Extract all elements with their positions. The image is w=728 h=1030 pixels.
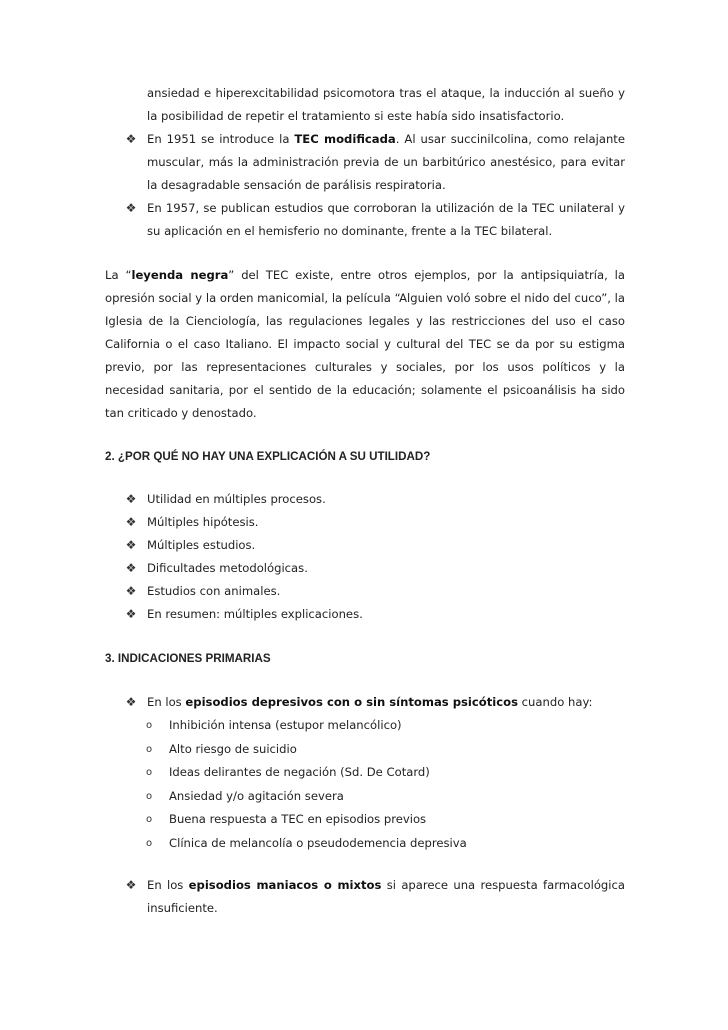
bold-term: leyenda negra <box>131 268 229 282</box>
list-item: ❖ En resumen: múltiples explicaciones. <box>105 603 625 626</box>
circle-bullet-icon: o <box>146 720 153 731</box>
bold-term: episodios maniacos o mixtos <box>188 878 382 892</box>
list-item: ansiedad e hiperexcitabilidad psicomotora tras el ataque, la inducción al sueño y la posibilidad de repetir el tratamiento si este había sido insatisfactorio. <box>147 86 625 123</box>
diamond-bullet-icon: ❖ <box>125 584 137 598</box>
sub-list-item: o Ansiedad y/o agitación severa <box>105 785 625 809</box>
intro-list <box>105 82 625 243</box>
diamond-bullet-icon: ❖ <box>125 515 137 529</box>
legend-paragraph: La “leyenda negra” del TEC existe, entre otros ejemplos, por la antipsiquiatría, la opresión social y la orden manicomial, la película “Alguien voló sobre el nido del cuco”, la Iglesia de la Cienciología, las regulaciones legales y las restricciones del uso el caso California o el caso Italiano. El impacto social y cultural del TEC se da por su estigma previo, por las representaciones culturales y sociales, por los usos políticos y la necesidad sanitaria, por el sentido de la educación; solamente el psicoanálisis ha sido tan criticado y denostado. <box>105 268 625 420</box>
circle-bullet-icon: o <box>146 743 153 755</box>
diamond-bullet-icon: ❖ <box>125 132 137 146</box>
circle-bullet-icon: o <box>146 790 153 802</box>
list-item: ❖ En los episodios maniacos o mixtos si aparece una respuesta farmacológica insuficiente. <box>105 874 625 920</box>
section3-list-2 <box>105 874 625 920</box>
list-item: ❖ Dificultades metodológicas. <box>105 557 625 580</box>
section-heading: 2. ¿POR QUÉ NO HAY UNA EXPLICACIÓN A SU UTILIDAD? <box>105 450 431 463</box>
section3-list <box>105 691 625 714</box>
circle-bullet-icon: o <box>146 814 153 825</box>
section2-list <box>105 488 625 626</box>
diamond-bullet-icon: ❖ <box>125 201 137 215</box>
list-item: ❖ En 1951 se introduce la TEC modificada. Al usar succinilcolina, como relajante muscular, más la administración previa de un barbitúrico anestésico, para evitar la desagradable sensación de parálisis respiratoria. <box>105 128 625 197</box>
list-item: ❖ Múltiples estudios. <box>105 534 625 557</box>
list-item: ❖ Estudios con animales. <box>105 580 625 603</box>
circle-bullet-icon: o <box>146 837 153 849</box>
sub-list-item: o Buena respuesta a TEC en episodios previos <box>105 808 625 832</box>
list-item: ❖ Múltiples hipótesis. <box>105 511 625 534</box>
sub-list-item: o Clínica de melancolía o pseudodemencia depresiva <box>105 832 625 856</box>
circle-bullet-icon: o <box>146 767 153 778</box>
document-page <box>105 82 625 920</box>
bold-term: TEC modificada <box>294 132 396 146</box>
diamond-bullet-icon: ❖ <box>125 492 137 506</box>
list-item: ❖ En los episodios depresivos con o sin síntomas psicóticos cuando hay: <box>105 691 625 714</box>
sub-list-item: o Ideas delirantes de negación (Sd. De Cotard) <box>105 761 625 785</box>
diamond-bullet-icon: ❖ <box>125 561 137 575</box>
diamond-bullet-icon: ❖ <box>125 695 137 709</box>
diamond-bullet-icon: ❖ <box>125 878 137 892</box>
bold-term: episodios depresivos con o sin síntomas psicóticos <box>185 695 518 709</box>
diamond-bullet-icon: ❖ <box>125 538 137 552</box>
section-heading: 3. INDICACIONES PRIMARIAS <box>105 652 271 665</box>
list-item: ❖ En 1957, se publican estudios que corroboran la utilización de la TEC unilateral y su aplicación en el hemisferio no dominante, frente a la TEC bilateral. <box>105 197 625 243</box>
sub-list-item: o Inhibición intensa (estupor melancólico) <box>105 714 625 738</box>
section3-sublist <box>105 714 625 855</box>
diamond-bullet-icon: ❖ <box>125 607 137 621</box>
sub-list-item: o Alto riesgo de suicidio <box>105 738 625 762</box>
list-item: ❖ Utilidad en múltiples procesos. <box>105 488 625 511</box>
